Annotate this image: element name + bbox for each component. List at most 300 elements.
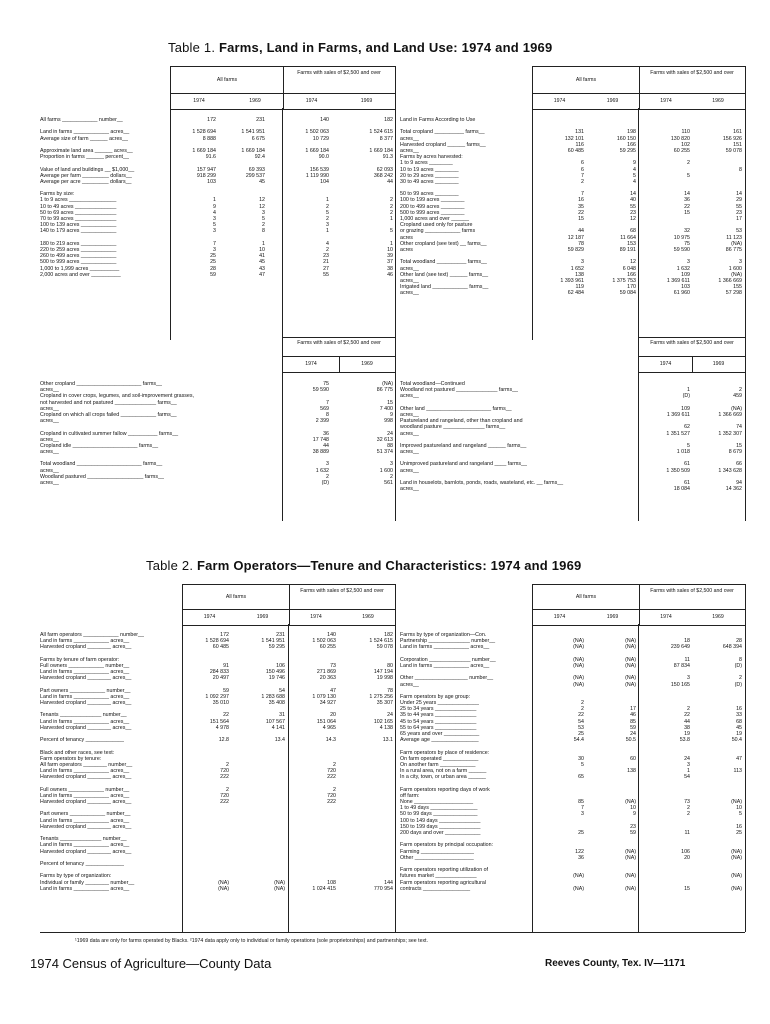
cell-value: 2	[581, 178, 584, 185]
cell-value: 19	[684, 731, 690, 737]
row-label: Harvested cropland ________ acres__	[40, 823, 132, 830]
hdr-all-farms: All farms	[225, 594, 247, 600]
cell-value: 47	[259, 271, 265, 278]
cell-value: 119	[575, 284, 584, 291]
row-label: Pastureland and rangeland, other than cropland and	[400, 418, 523, 425]
cell-value: 51 374	[376, 449, 393, 456]
cell-value: 147 194	[373, 669, 393, 676]
cell-value: 130 820	[670, 135, 690, 142]
cell-value: 8	[739, 656, 742, 663]
row-label: 50 to 69 acres ______________	[40, 209, 117, 216]
row-label: Land in farms ____________ acres__	[40, 669, 130, 676]
cell-value: 1 369 611	[666, 277, 690, 284]
row-label: 180 to 219 acres ____________	[40, 240, 117, 247]
cell-value: 12	[259, 203, 265, 210]
cell-value: 1 352 307	[718, 430, 742, 437]
cell-value: 21	[323, 259, 329, 266]
cell-value: 10	[259, 246, 265, 253]
cell-value: 3	[326, 222, 329, 229]
cell-value: 1 669 184	[305, 147, 329, 154]
row-label: Other __________________ number__	[400, 675, 494, 682]
cell-value: 1 600	[379, 467, 393, 474]
row-label: 1,000 acres and over ______	[400, 216, 469, 222]
cell-value: 3	[213, 228, 216, 235]
cell-value: 44	[387, 178, 393, 185]
cell-value: 30	[578, 755, 584, 762]
cell-value: 153	[627, 240, 636, 247]
row-label: off farm:	[400, 792, 420, 799]
cell-value: 10 975	[673, 234, 690, 241]
cell-value: (NA)	[573, 675, 584, 682]
cell-value: 68	[736, 718, 742, 725]
cell-value: 3	[390, 461, 393, 468]
cell-value: 47	[736, 755, 742, 762]
cell-value: 4	[633, 178, 636, 185]
cell-value: 170	[627, 284, 636, 291]
cell-value: 107 567	[265, 718, 285, 725]
row-label: Farm operators by principal occupation:	[400, 842, 494, 849]
cell-value: 43	[259, 265, 265, 272]
cell-value: 14	[736, 191, 742, 198]
cell-value: 1 092 297	[205, 693, 229, 700]
cell-value: 1 669 184	[241, 147, 265, 154]
cell-value: 39	[387, 253, 393, 260]
row-label: acres__	[40, 449, 59, 456]
cell-value: 38	[684, 724, 690, 731]
cell-value: 4 965	[322, 724, 336, 731]
cell-value: 157 947	[196, 166, 216, 173]
row-label: 200 to 499 acres ________	[400, 203, 465, 210]
row-label: 500 to 999 acres ________	[400, 209, 465, 216]
row-label: 35 to 44 years ______________	[400, 712, 477, 719]
cell-value: 59	[223, 687, 229, 694]
cell-value: 9	[633, 160, 636, 167]
cell-value: 60 485	[567, 147, 584, 154]
cell-value: (NA)	[573, 873, 584, 880]
cell-value: 38	[387, 265, 393, 272]
cell-value: 24	[630, 731, 636, 737]
row-label: 100 to 199 acres ________	[400, 197, 465, 204]
row-label: 100 to 149 days ______________	[400, 817, 481, 824]
row-label: Individual or family ________ number__	[40, 879, 135, 886]
cell-value: 11 664	[620, 234, 636, 241]
cell-value: 14 362	[725, 486, 742, 493]
cell-value: 1 079 130	[312, 693, 336, 700]
cell-value: 1	[326, 197, 329, 204]
cell-value: 239 649	[670, 644, 690, 651]
row-label: Cropland used only for pasture	[400, 222, 473, 229]
cell-value: 2	[326, 203, 329, 210]
cell-value: 104	[320, 178, 329, 185]
row-label: Total woodland __________ farms__	[400, 259, 487, 266]
cell-value: 32	[684, 228, 690, 235]
row-label: Land in farms ____________ acres__	[40, 885, 130, 892]
row-label: Land in houselots, barnlots, ponds, roads, wasteland, etc. __ farms__	[400, 480, 564, 486]
cell-value: 50.4	[731, 737, 742, 744]
row-label: 260 to 499 acres ____________	[40, 253, 117, 260]
cell-value: 87 834	[673, 662, 690, 669]
cell-value: 54	[578, 718, 584, 725]
cell-value: 161	[733, 129, 742, 136]
cell-value: 1	[262, 240, 265, 247]
row-label: None ____________________	[400, 799, 474, 806]
cell-value: 2	[390, 209, 393, 216]
cell-value: 34 927	[319, 700, 336, 707]
cell-value: 182	[384, 117, 393, 123]
cell-value: 2	[687, 811, 690, 818]
row-label: Approximate land area ______ acres__	[40, 147, 133, 154]
cell-value: 41	[259, 253, 265, 260]
row-label: Irrigated land ____________ farms__	[400, 284, 489, 291]
cell-value: 12.8	[218, 737, 229, 744]
row-label: Farm operators by place of residence:	[400, 749, 490, 756]
table2-left-header	[182, 584, 396, 626]
cell-value: (NA)	[573, 656, 584, 663]
cell-value: 65	[578, 774, 584, 781]
cell-value: 59 084	[619, 290, 636, 297]
cell-value: 108	[327, 879, 336, 886]
cell-value: 86 775	[725, 246, 742, 253]
cell-value: 59 078	[376, 644, 393, 651]
row-label: woodland pasture ______________ farms__	[400, 424, 506, 431]
cell-value: 59 295	[268, 644, 285, 651]
cell-value: 1 351 527	[666, 430, 690, 437]
cell-value: 109	[681, 271, 690, 278]
cell-value: 720	[327, 768, 336, 775]
cell-value: (D)	[734, 681, 742, 688]
row-label: acres__	[40, 480, 59, 486]
cell-value: 20 363	[319, 675, 336, 682]
cell-value: 85	[578, 799, 584, 806]
row-label: acres__	[400, 290, 419, 297]
cell-value: 7	[581, 805, 584, 812]
cell-value: 151 064	[316, 718, 336, 725]
cell-value: 1 343 628	[718, 467, 742, 474]
cell-value: 10	[736, 805, 742, 812]
cell-value: 3	[739, 259, 742, 266]
row-label: Average age ________________	[400, 737, 479, 744]
cell-value: 14.3	[325, 737, 336, 744]
cell-value: 7	[581, 172, 584, 179]
cell-value: (NA)	[274, 879, 285, 886]
hdr-year: 1974	[193, 98, 205, 104]
cell-value: 116	[575, 141, 584, 148]
cell-value: (NA)	[731, 799, 742, 806]
cell-value: 59 590	[312, 387, 329, 394]
cell-value: 2	[390, 203, 393, 210]
cell-value: (D)	[682, 393, 690, 400]
row-label: Other land ______________________ farms__	[400, 405, 512, 412]
cell-value: 8	[326, 411, 329, 418]
cell-value: 12	[630, 216, 636, 222]
table1-right-header	[532, 66, 746, 110]
row-label: acres__	[400, 449, 419, 456]
cell-value: 68	[630, 228, 636, 235]
cell-value: 1 669 184	[192, 147, 216, 154]
cell-value: 62 093	[376, 166, 393, 173]
cell-value: 22	[684, 712, 690, 719]
row-label: Land in farms ____________ acres__	[40, 842, 130, 849]
cell-value: 2	[739, 387, 742, 394]
cell-value: 2	[262, 222, 265, 229]
hdr-year: 1974	[660, 614, 672, 620]
cell-value: 22	[578, 209, 584, 216]
row-label: 1 to 49 days ________________	[400, 805, 478, 812]
cell-value: 231	[276, 632, 285, 638]
cell-value: (D)	[321, 480, 329, 486]
cell-value: 5	[739, 811, 742, 818]
row-label: 50 to 99 acres ________	[400, 191, 459, 198]
cell-value: 2 399	[315, 418, 329, 425]
cell-value: (NA)	[625, 638, 636, 645]
cell-value: 1 018	[676, 449, 690, 456]
cell-value: 2	[226, 761, 229, 768]
cell-value: 32 613	[376, 436, 393, 443]
cell-value: 17	[736, 216, 742, 222]
row-label: Farms by type of organization—Con.	[400, 632, 487, 638]
cell-value: 55	[323, 271, 329, 278]
cell-value: 2	[390, 473, 393, 480]
footnote: ¹1969 data are only for farms operated by Blacks. ²1974 data apply only to individual or family operations (sole proprietorships) and partnerships; see text.	[75, 938, 428, 944]
row-label: Total cropland __________ farms__	[400, 129, 485, 136]
row-label: Harvested cropland ______ farms__	[400, 141, 486, 148]
cell-value: 1	[326, 228, 329, 235]
cell-value: 60 255	[673, 147, 690, 154]
row-label: Cropland on which all crops failed ____________ farms__	[40, 411, 177, 418]
cell-value: 25	[578, 731, 584, 737]
cell-value: 284 833	[209, 669, 229, 676]
cell-value: 106	[276, 662, 285, 669]
row-label: All farm operators ____________ number__	[40, 632, 144, 638]
row-label: Cropland in cultivated summer fallow __________ farms__	[40, 430, 179, 437]
hdr-year: 1974	[660, 98, 672, 104]
table1-title-text: Farms, Land in Farms, and Land Use: 1974 and 1969	[218, 40, 553, 55]
cell-value: 33	[736, 712, 742, 719]
row-label: futures market ______________	[400, 873, 477, 880]
cell-value: 1 350 509	[666, 467, 690, 474]
row-label: not harvested and not pastured ______________ farms__	[40, 399, 177, 406]
cell-value: 9	[633, 811, 636, 818]
cell-value: (NA)	[731, 885, 742, 892]
cell-value: 1 369 611	[666, 411, 690, 418]
cell-value: 73	[330, 662, 336, 669]
cell-value: 166	[627, 271, 636, 278]
cell-value: 45	[259, 178, 265, 185]
cell-value: 299 537	[245, 172, 265, 179]
cell-value: 25	[210, 253, 216, 260]
cell-value: 1	[687, 387, 690, 394]
row-label: 500 to 999 acres ____________	[40, 259, 117, 266]
cell-value: 2	[226, 786, 229, 793]
cell-value: 18	[684, 638, 690, 645]
cell-value: 2	[326, 246, 329, 253]
cell-value: 2	[687, 706, 690, 713]
cell-value: 16	[736, 706, 742, 713]
cell-value: 44	[684, 718, 690, 725]
cell-value: 61	[684, 461, 690, 468]
row-label: 220 to 259 acres ____________	[40, 246, 117, 253]
cell-value: 140	[327, 632, 336, 638]
row-label: 20 to 29 acres ________	[400, 172, 459, 179]
cell-value: 12	[259, 197, 265, 204]
cell-value: 132 101	[564, 135, 584, 142]
cell-value: 38 889	[312, 449, 329, 456]
cell-value: (NA)	[731, 405, 742, 412]
cell-value: 36	[578, 854, 584, 861]
cell-value: 66	[736, 461, 742, 468]
cell-value: 24	[387, 712, 393, 719]
cell-value: 8	[262, 228, 265, 235]
cell-value: 4	[633, 166, 636, 173]
cell-value: 198	[627, 129, 636, 136]
cell-value: 16	[578, 197, 584, 204]
cell-value: 770 954	[373, 885, 393, 892]
cell-value: 85	[630, 718, 636, 725]
row-label: Under 25 years ______________	[400, 700, 479, 707]
row-label: In a city, town, or urban area ______	[400, 774, 486, 781]
cell-value: 22	[578, 712, 584, 719]
row-label: 30 to 49 acres ________	[400, 178, 459, 185]
row-label: Woodland pastured ___________________ farms__	[40, 473, 164, 480]
cell-value: 3	[581, 811, 584, 818]
cell-value: 368 242	[373, 172, 393, 179]
cell-value: 25	[578, 830, 584, 836]
cell-value: 2	[333, 761, 336, 768]
row-label: acres__	[400, 467, 419, 474]
row-label: In a rural area, not on a farm ______	[400, 768, 487, 775]
cell-value: (NA)	[625, 799, 636, 806]
cell-value: 59 078	[725, 147, 742, 154]
cell-value: 1 528 694	[205, 638, 229, 645]
cell-value: 1 541 951	[241, 129, 265, 136]
cell-value: 918 299	[196, 172, 216, 179]
cell-value: 271 869	[316, 669, 336, 676]
cell-value: 5	[326, 209, 329, 216]
cell-value: 155	[733, 284, 742, 291]
row-label: acres__	[40, 467, 59, 474]
row-label: Harvested cropland ________ acres__	[40, 724, 132, 731]
row-label: Land in Farms According to Use	[400, 117, 476, 123]
cell-value: 5	[581, 761, 584, 768]
row-label: Farm operators reporting agricultural	[400, 879, 486, 886]
row-label: Other land (see text) ______ farms__	[400, 271, 489, 278]
cell-value: 1 375 753	[612, 277, 636, 284]
cell-value: 1 632	[315, 467, 329, 474]
cell-value: 3	[687, 675, 690, 682]
cell-value: 15	[387, 399, 393, 406]
row-label: acres__	[400, 430, 419, 437]
row-label: 100 to 139 acres ____________	[40, 222, 117, 229]
cell-value: 4	[213, 209, 216, 216]
cell-value: 28	[210, 265, 216, 272]
cell-value: (NA)	[731, 848, 742, 855]
cell-value: 61	[684, 480, 690, 486]
hdr-year: 1969	[606, 98, 619, 104]
row-label: Farm operators reporting days of work	[400, 786, 490, 793]
cell-value: 59	[630, 724, 636, 731]
row-label: Total woodland—Continued	[400, 381, 465, 387]
cell-value: 91.6	[205, 154, 216, 161]
row-label: 25 to 34 years ______________	[400, 706, 477, 713]
row-label: Harvested cropland ________ acres__	[40, 675, 132, 682]
cell-value: 54	[684, 774, 690, 781]
row-label: 2,000 acres and over __________	[40, 271, 121, 278]
cell-value: 15	[736, 442, 742, 449]
cell-value: 50.5	[625, 737, 636, 744]
cell-value: 11 123	[726, 234, 742, 241]
row-label: Farms by size:	[40, 191, 75, 198]
row-label: Land in farms ____________ acres__	[400, 644, 490, 651]
row-label: Cropland idle ______________________ farms__	[40, 442, 159, 449]
hdr-year: 1969	[362, 614, 374, 620]
cell-value: 12	[630, 259, 636, 266]
row-label: Farms by type of organization:	[40, 873, 112, 880]
cell-value: 53.8	[679, 737, 690, 744]
cell-value: 6 675	[251, 135, 265, 142]
hdr-year: 1974	[305, 98, 318, 104]
row-label: 1 to 9 acres ________	[400, 160, 453, 167]
cell-value: 36	[684, 197, 690, 204]
cell-value: 78	[387, 687, 393, 694]
row-label: 200 days and over ____________	[400, 830, 481, 836]
cell-value: 75	[684, 240, 690, 247]
cell-value: 3	[687, 259, 690, 266]
cell-value: 59	[210, 271, 216, 278]
row-label: Other cropland (see text) __ farms__	[400, 240, 487, 247]
cell-value: (NA)	[573, 662, 584, 669]
row-label: Farm operators reporting utilization of	[400, 867, 489, 874]
cell-value: 10	[387, 246, 393, 253]
cell-value: 4 138	[379, 724, 393, 731]
cell-value: 35 010	[212, 700, 229, 707]
cell-value: (NA)	[573, 644, 584, 651]
cell-value: 45	[736, 724, 742, 731]
cell-value: 1 393 961	[560, 277, 584, 284]
cell-value: 29	[736, 197, 742, 204]
cell-value: (NA)	[218, 885, 229, 892]
cell-value: 54.4	[573, 737, 584, 744]
row-label: Land in farms ____________ acres__	[400, 662, 490, 669]
cell-value: 91	[223, 662, 229, 669]
cell-value: 1 024 415	[312, 885, 336, 892]
cell-value: 89 191	[619, 246, 636, 253]
cell-value: 6 048	[622, 265, 636, 272]
hdr-year: 1969	[712, 614, 724, 620]
row-label: Land in farms ____________ acres__	[40, 693, 130, 700]
cell-value: 998	[384, 418, 393, 425]
cell-value: 2	[581, 700, 584, 707]
cell-value: 60 485	[212, 644, 229, 651]
cell-value: 3	[213, 246, 216, 253]
row-label: Total woodland ______________________ farms__	[40, 461, 163, 468]
cell-value: 103	[207, 178, 216, 185]
cell-value: 569	[320, 405, 329, 412]
cell-value: (NA)	[625, 662, 636, 669]
row-label: Average size of farm ______ acres__	[40, 135, 128, 142]
hdr-year: 1974	[310, 614, 322, 620]
cell-value: 110	[681, 129, 690, 136]
cell-value: (NA)	[625, 656, 636, 663]
cell-value: 5	[390, 228, 393, 235]
cell-value: 91.3	[382, 154, 393, 161]
cell-value: 5	[262, 216, 265, 222]
cell-value: 24	[684, 755, 690, 762]
cell-value: 59	[630, 830, 636, 836]
cell-value: 151 564	[209, 718, 229, 725]
cell-value: (D)	[734, 662, 742, 669]
cell-value: 18 084	[673, 486, 690, 493]
row-label: Harvested cropland ________ acres__	[40, 774, 132, 781]
